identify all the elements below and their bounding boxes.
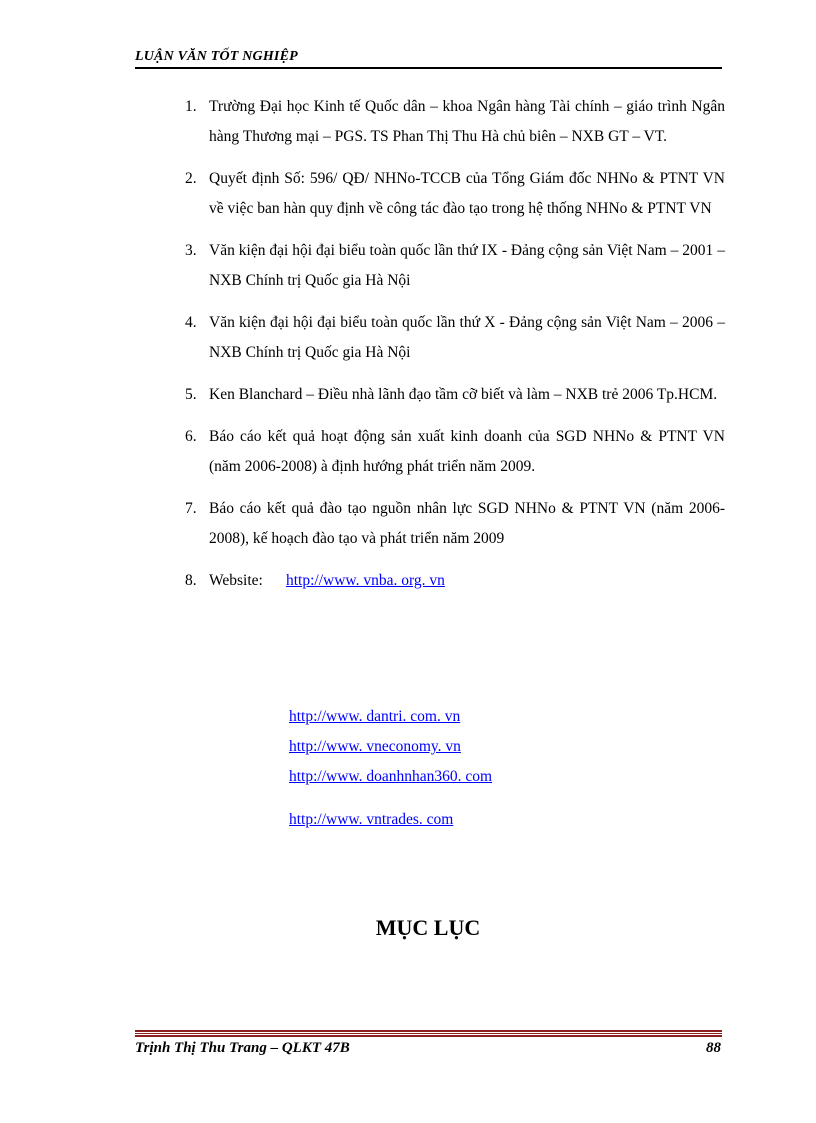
website-link-dantri[interactable]: http://www. dantri. com. vn (289, 708, 461, 725)
reference-list (185, 92, 725, 608)
reference-text: Ken Blanchard – Điều nhà lãnh đạo tầm cỡ biết và làm – NXB trẻ 2006 Tp.HCM. (209, 386, 718, 403)
reference-item (185, 422, 725, 482)
website-label: Website: (209, 572, 263, 589)
reference-item (185, 164, 725, 224)
reference-number: 7. (185, 500, 197, 517)
reference-text: Báo cáo kết quả đào tạo nguồn nhân lực SGD NHNo & PTNT VN (năm 2006-2008), kế hoạch đào tạo và phát triển năm 2009 (209, 500, 725, 547)
website-link-doanhnhan360[interactable]: http://www. doanhnhan360. com (289, 768, 493, 785)
reference-text: Báo cáo kết quả hoạt động sản xuất kinh doanh của SGD NHNo & PTNT VN (năm 2006-2008) à định hướng phát triển năm 2009. (209, 428, 725, 475)
reference-number: 3. (185, 242, 197, 259)
header-divider (135, 67, 722, 69)
reference-text: Quyết định Số: 596/ QĐ/ NHNo-TCCB của Tổng Giám đốc NHNo & PTNT VN về việc ban hàn quy định về công tác đào tạo trong hệ thống NHNo & PTNT VN (209, 170, 725, 217)
reference-number: 8. (185, 572, 197, 589)
reference-item (185, 92, 725, 152)
footer-divider (135, 1030, 722, 1037)
website-link-vntrades[interactable]: http://www. vntrades. com (289, 811, 454, 828)
page-number: 88 (706, 1040, 721, 1056)
reference-text: Văn kiện đại hội đại biểu toàn quốc lần thứ IX - Đảng cộng sản Việt Nam – 2001 – NXB Chính trị Quốc gia Hà Nội (209, 242, 725, 289)
reference-item-website (185, 566, 725, 596)
reference-item (185, 308, 725, 368)
footer-author: Trịnh Thị Thu Trang – QLKT 47B (135, 1040, 350, 1056)
website-link-vnba[interactable]: http://www. vnba. org. vn (286, 572, 445, 589)
table-of-contents-title: MỤC LỤC (375, 915, 481, 940)
reference-text: Trường Đại học Kinh tế Quốc dân – khoa Ngân hàng Tài chính – giáo trình Ngân hàng Thương mại – PGS. TS Phan Thị Thu Hà chủ biên – NXB GT – VT. (209, 98, 725, 145)
reference-item (185, 380, 725, 410)
reference-number: 4. (185, 314, 197, 331)
reference-number: 2. (185, 170, 197, 187)
reference-number: 1. (185, 98, 197, 115)
website-link-vneconomy[interactable]: http://www. vneconomy. vn (289, 738, 461, 755)
reference-number: 6. (185, 428, 197, 445)
reference-number: 5. (185, 386, 197, 403)
reference-text: Văn kiện đại hội đại biểu toàn quốc lần thứ X - Đảng cộng sản Việt Nam – 2006 – NXB Chính trị Quốc gia Hà Nội (209, 314, 725, 361)
page-header-title: LUẬN VĂN TỐT NGHIỆP (135, 49, 298, 64)
reference-item (185, 236, 725, 296)
reference-item (185, 494, 725, 554)
